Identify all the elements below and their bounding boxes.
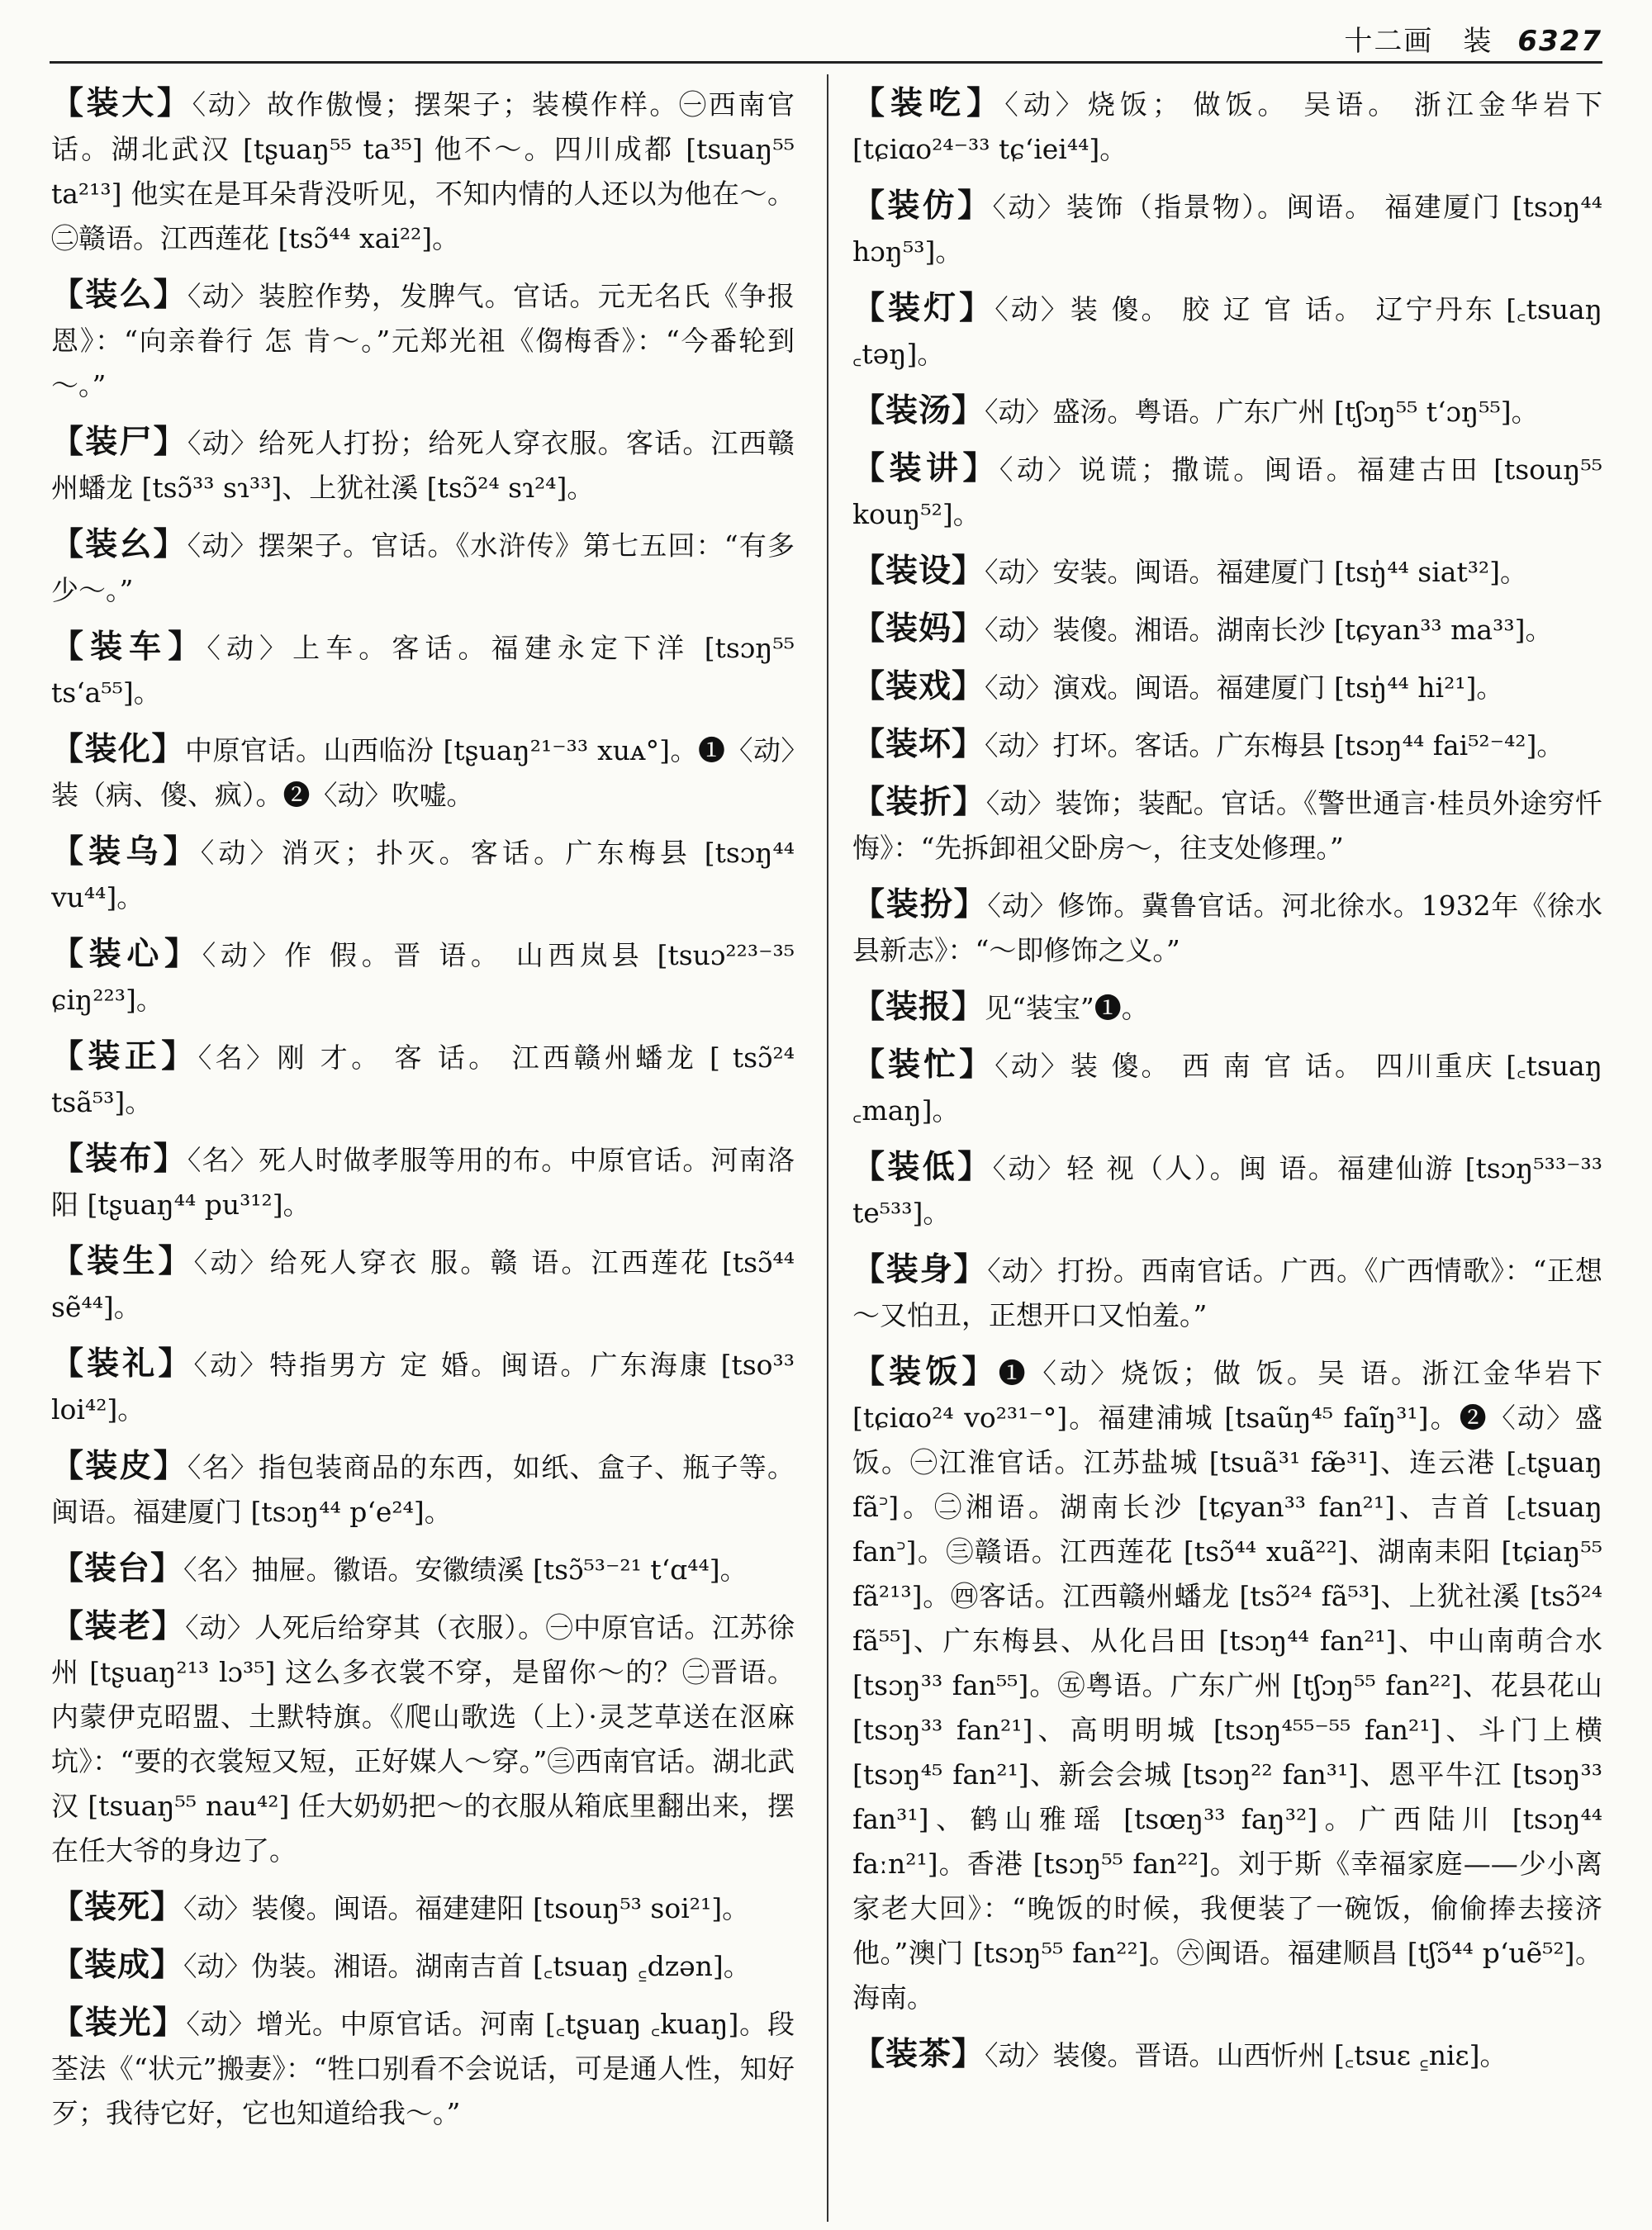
- dictionary-entry: 【装忙】〈动〉装 傻。 西 南 官 话。 四川重庆 [꜀tsuaŋ ꜀maŋ]。: [852, 1046, 1602, 1127]
- dictionary-entry: 【装折】〈动〉装饰；装配。官话。《警世通言·桂员外途穷忏悔》：“先拆卸祖父卧房～，往支处修理。”: [852, 783, 1602, 864]
- page-number: 6327: [1517, 25, 1602, 58]
- headword: 【装折】: [852, 783, 986, 821]
- column-divider: [827, 74, 828, 2222]
- dictionary-entry: 【装坏】〈动〉打坏。客话。广东梅县 [tsɔŋ⁴⁴ fai⁵²⁻⁴²]。: [852, 725, 1564, 763]
- headword: 【装乌】: [51, 833, 201, 871]
- headword: 【装坏】: [852, 725, 985, 763]
- dictionary-entry: 【装饭】❶〈动〉烧饭；做 饭。吴 语。浙江金华岩下 [tɕiɑo²⁴ vo²³¹⁻°]。福建浦城 [tsaũŋ⁴⁵ faĩŋ³¹]。❷〈动〉盛饭。㊀江淮官话。江苏盐城 [tsuã³¹ fæ̃³¹]、连云港 [꜀tʂuaŋ fã꜄]。㊁湘语。湖南长沙 [tɕyan³³ fan²¹]、吉首 [꜀tsuaŋ fan꜄]。㊂赣语。江西莲花 [tsɔ̃⁴⁴ xuã²²]、湖南耒阳 [tɕiaŋ⁵⁵ fã²¹³]。㊃客话。江西赣州蟠龙 [tsɔ̃²⁴ fã⁵³]、上犹社溪 [tsɔ̃²⁴ fã⁵⁵]、广东梅县、从化吕田 [tsɔŋ⁴⁴ fan²¹]、中山南萌合水 [tsɔŋ³³ fan⁵⁵]。㊄粤语。广东广州 [tʃɔŋ⁵⁵ fan²²]、花县花山 [tsɔŋ³³ fan²¹]、高明明城 [tsɔŋ⁴⁵⁵⁻⁵⁵ fan²¹]、斗门上横 [tsɔŋ⁴⁵ fan²¹]、新会会城 [tsɔŋ²² fan³¹]、恩平牛江 [tsɔŋ³³ fan³¹]、鹤山雅瑶 [tsœŋ³³ faŋ³²]。广西陆川 [tsɔŋ⁴⁴ faːn²¹]。香港 [tsɔŋ⁵⁵ fan²²]。刘于斯《幸福家庭——少小离家老大回》：“晚饭的时候，我便装了一碗饭，偷偷捧去接济他。”澳门 [tsɔŋ⁵⁵ fan²²]。㊅闽语。福建顺昌 [tʃɔ̃⁴⁴ pʻuẽ⁵²]。海南。: [852, 1353, 1602, 2014]
- headword: 【装生】: [51, 1242, 194, 1280]
- dictionary-entry: 【装光】〈动〉增光。中原官话。河南 [꜀tʂuaŋ ꜀kuaŋ]。段荃法《“状元”搬妻》：“牲口别看不会说话，可是通人性，知好歹；我待它好，它也知道给我～。”: [51, 2004, 795, 2129]
- headword: 【装扮】: [852, 885, 988, 923]
- headword: 【装灯】: [852, 289, 995, 327]
- headword: 【装皮】: [51, 1447, 188, 1485]
- dictionary-entry: 【装布】〈名〉死人时做孝服等用的布。中原官话。河南洛阳 [tʂuaŋ⁴⁴ pu³¹²]。: [51, 1140, 795, 1221]
- page-header: [50, 18, 1602, 56]
- dictionary-entry: 【装报】见“装宝”❶。: [852, 988, 1149, 1026]
- dictionary-entry: 【装正】〈名〉刚 才。 客 话。 江西赣州蟠龙 [ tsɔ̃²⁴ tsã⁵³]。: [51, 1037, 795, 1118]
- headword: 【装仿】: [852, 187, 993, 225]
- dictionary-entry: 【装台】〈名〉抽屉。徽语。安徽绩溪 [tsɔ̃⁵³⁻²¹ tʻɑ⁴⁴]。: [51, 1549, 748, 1587]
- dictionary-entry: 【装心】〈动〉作 假。晋 语。 山西岚县 [tsuɔ²²³⁻³⁵ ɕiŋ²²³]。: [51, 935, 795, 1016]
- dictionary-entry: 【装汤】〈动〉盛汤。粤语。广东广州 [tʃɔŋ⁵⁵ tʻɔŋ⁵⁵]。: [852, 391, 1539, 429]
- headword: 【装汤】: [852, 391, 985, 429]
- headword: 【装茶】: [852, 2035, 985, 2073]
- headword: 【装身】: [852, 1250, 988, 1288]
- headword: 【装死】: [51, 1888, 184, 1926]
- headword: 【装布】: [51, 1140, 188, 1178]
- headword: 【装光】: [51, 2004, 187, 2042]
- dictionary-entry: 【装生】〈动〉给死人穿衣 服。赣 语。江西莲花 [tsɔ̃⁴⁴ sẽ⁴⁴]。: [51, 1242, 795, 1323]
- dictionary-entry: 【装讲】〈动〉说谎；撒谎。闽语。福建古田 [tsouŋ⁵⁵ kouŋ⁵²]。: [852, 449, 1602, 530]
- dictionary-entry: 【装尸】〈动〉给死人打扮；给死人穿衣服。客话。江西赣州蟠龙 [tsɔ̃³³ sɿ³³]、上犹社溪 [tsɔ̃²⁴ sɿ²⁴]。: [51, 423, 795, 504]
- dictionary-entry: 【装大】〈动〉故作傲慢；摆架子；装模作样。㊀西南官话。湖北武汉 [tʂuaŋ⁵⁵ ta³⁵] 他不～。四川成都 [tsuaŋ⁵⁵ ta²¹³] 他实在是耳朵背没听见，不知内情的人还以为他在～。㊁赣语。江西莲花 [tsɔ̃⁴⁴ xai²²]。: [51, 84, 795, 254]
- headword: 【装低】: [852, 1148, 993, 1186]
- section-title: 十二画 装: [1344, 25, 1493, 58]
- dictionary-entry: 【装幺】〈动〉摆架子。官话。《水浒传》第七五回：“有多少～。”: [51, 525, 795, 606]
- headword: 【装设】: [852, 552, 985, 590]
- headword: 【装忙】: [852, 1046, 995, 1084]
- headword: 【装正】: [51, 1037, 198, 1075]
- dictionary-entry: 【装么】〈动〉装腔作势，发脾气。官话。元无名氏《争报恩》：“向亲眷行 怎 肯～。”元郑光祖《㑳梅香》：“今番轮到～。”: [51, 276, 795, 401]
- headword: 【装尸】: [51, 423, 188, 461]
- headword: 【装报】: [852, 988, 985, 1026]
- headword: 【装台】: [51, 1549, 184, 1587]
- dictionary-entry: 【装戏】〈动〉演戏。闽语。福建厦门 [tsŋ̍⁴⁴ hi²¹]。: [852, 667, 1504, 705]
- dictionary-entry: 【装低】〈动〉轻 视（人）。闽 语。福建仙游 [tsɔŋ⁵³³⁻³³ te⁵³³]。: [852, 1148, 1602, 1229]
- headword: 【装吃】: [852, 84, 1005, 122]
- left-column: [51, 81, 795, 2220]
- header-rule: [50, 61, 1602, 64]
- headword: 【装心】: [51, 935, 202, 973]
- headword: 【装车】: [51, 628, 207, 666]
- dictionary-entry: 【装设】〈动〉安装。闽语。福建厦门 [tsŋ̍⁴⁴ siat³²]。: [852, 552, 1528, 590]
- right-column: [852, 81, 1602, 2220]
- dictionary-entry: 【装吃】〈动〉烧饭； 做饭。 吴语。 浙江金华岩下 [tɕiɑo²⁴⁻³³ tɕʻiei⁴⁴]。: [852, 84, 1602, 165]
- dictionary-entry: 【装老】〈动〉人死后给穿其（衣服）。㊀中原官话。江苏徐州 [tʂuaŋ²¹³ lɔ³⁵] 这么多衣裳不穿，是留你～的？㊁晋语。内蒙伊克昭盟、土默特旗。《爬山歌选（上）·灵芝草送在沤麻坑》：“要的衣裳短又短，正好媒人～穿。”㊂西南官话。湖北武汉 [tsuaŋ⁵⁵ nau⁴²] 任大奶奶把～的衣服从箱底里翻出来，摆在任大爷的身边了。: [51, 1607, 795, 1867]
- dictionary-entry: 【装扮】〈动〉修饰。冀鲁官话。河北徐水。1932年《徐水县新志》：“～即修饰之义。”: [852, 885, 1602, 966]
- dictionary-entry: 【装成】〈动〉伪装。湘语。湖南吉首 [꜀tsuaŋ ꜁dzən]。: [51, 1946, 751, 1984]
- dictionary-entry: 【装皮】〈名〉指包装商品的东西，如纸、盒子、瓶子等。闽语。福建厦门 [tsɔŋ⁴⁴ pʻe²⁴]。: [51, 1447, 795, 1528]
- dictionary-entry: 【装礼】〈动〉特指男方 定 婚。闽语。广东海康 [tso³³ loi⁴²]。: [51, 1345, 795, 1426]
- headword: 【装礼】: [51, 1345, 194, 1383]
- dictionary-entry: 【装车】〈动〉上车。客话。福建永定下洋 [tsɔŋ⁵⁵ tsʻa⁵⁵]。: [51, 628, 795, 709]
- dictionary-entry: 【装死】〈动〉装傻。闽语。福建建阳 [tsouŋ⁵³ soi²¹]。: [51, 1888, 750, 1926]
- headword: 【装大】: [51, 84, 192, 122]
- headword: 【装化】: [51, 730, 186, 768]
- dictionary-entry: 【装茶】〈动〉装傻。晋语。山西忻州 [꜀tsuɛ ꜁niɛ]。: [852, 2035, 1507, 2073]
- headword: 【装妈】: [852, 610, 985, 648]
- headword: 【装讲】: [852, 449, 999, 487]
- running-head: [1344, 18, 1602, 59]
- dictionary-entry: 【装乌】〈动〉消灭；扑灭。客话。广东梅县 [tsɔŋ⁴⁴ vu⁴⁴]。: [51, 833, 795, 913]
- headword: 【装老】: [51, 1607, 186, 1645]
- headword: 【装么】: [51, 276, 188, 314]
- headword: 【装戏】: [852, 667, 985, 705]
- headword: 【装幺】: [51, 525, 188, 563]
- dictionary-entry: 【装化】中原官话。山西临汾 [tʂuaŋ²¹⁻³³ xuᴀ°]。❶〈动〉装（病、傻、疯）。❷〈动〉吹嘘。: [51, 730, 795, 811]
- headword: 【装饭】: [852, 1353, 999, 1391]
- dictionary-entry: 【装妈】〈动〉装傻。湘语。湖南长沙 [tɕyan³³ ma³³]。: [852, 610, 1553, 648]
- headword: 【装成】: [51, 1946, 184, 1984]
- dictionary-entry: 【装灯】〈动〉装 傻。 胶 辽 官 话。 辽宁丹东 [꜀tsuaŋ ꜀təŋ]。: [852, 289, 1602, 370]
- dictionary-entry: 【装仿】〈动〉装饰（指景物）。闽语。 福建厦门 [tsɔŋ⁴⁴ hɔŋ⁵³]。: [852, 187, 1602, 268]
- dictionary-entry: 【装身】〈动〉打扮。西南官话。广西。《广西情歌》：“正想～又怕丑，正想开口又怕羞。”: [852, 1250, 1602, 1331]
